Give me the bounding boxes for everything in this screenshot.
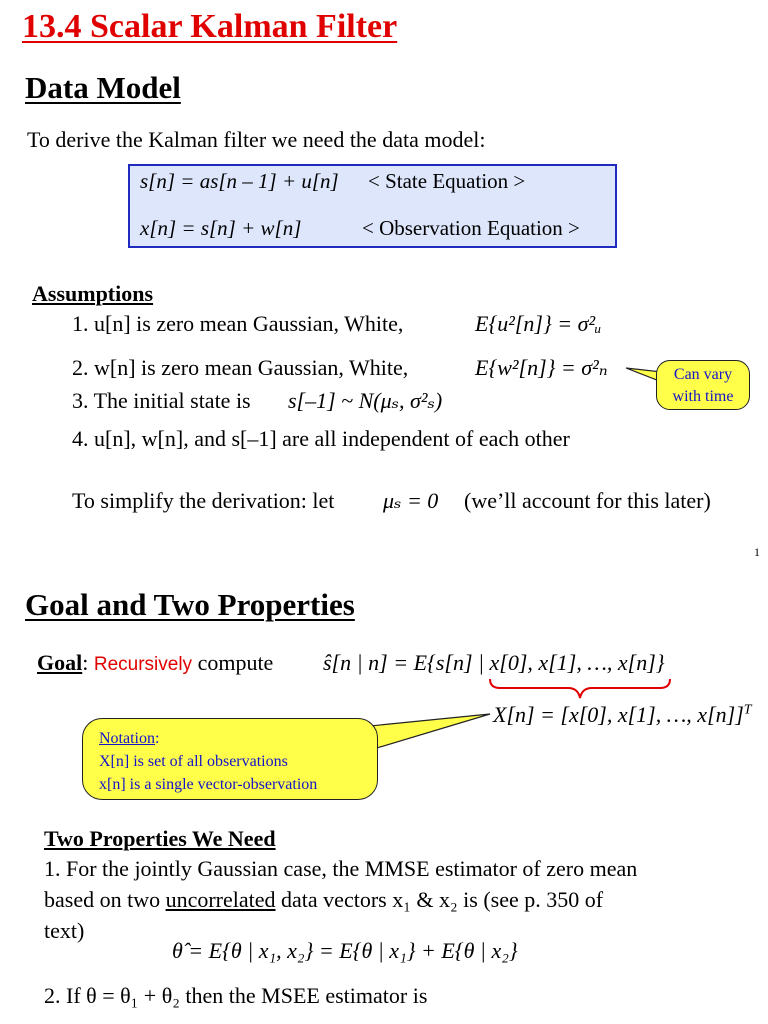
intro-text: To derive the Kalman filter we need the data model:: [27, 127, 486, 152]
simplify-equation: μₛ = 0: [383, 488, 439, 513]
goal-label: Goal: [37, 650, 83, 675]
brace-icon: [486, 676, 676, 702]
property-1-equation: θ̂ = E{θ | x₁, x₂} = E{θ | x₁} + E{θ | x₂}: [172, 938, 518, 963]
property-1-line-2-a: based on two: [44, 887, 161, 912]
goal-recursively: Recursively: [93, 654, 193, 675]
observation-equation-tag: < Observation Equation >: [362, 216, 580, 240]
callout-line-2: with time: [672, 388, 734, 405]
goal-line: [37, 650, 273, 676]
property-1-line-1: 1. For the jointly Gaussian case, the MMSE estimator of zero mean: [44, 856, 638, 881]
assumption-3-equation: s[–1] ~ N(μₛ, σ²ₛ): [288, 388, 443, 413]
two-properties-heading: Two Properties We Need: [44, 826, 276, 851]
simplify-note: (we’ll account for this later): [464, 488, 711, 513]
notation-colon: :: [155, 730, 160, 747]
goal-colon: :: [82, 650, 89, 675]
data-model-equation-box: [128, 164, 617, 248]
callout-line-1: Can vary: [673, 366, 733, 383]
property-1-uncorrelated: uncorrelated: [165, 887, 276, 912]
state-equation-tag: < State Equation >: [368, 169, 526, 193]
page-number: 1: [754, 545, 760, 559]
section-heading-goal: Goal and Two Properties: [25, 587, 355, 622]
state-equation: s[n] = as[n – 1] + u[n]: [140, 169, 339, 193]
assumption-3-text: 3. The initial state is: [72, 388, 251, 413]
assumptions-heading: Assumptions: [32, 281, 154, 306]
assumption-2-equation: E{w²[n]} = σ²ₙ: [475, 355, 608, 380]
X-equation-text: X[n] = [x[0], x[1], …, x[n]]: [493, 702, 744, 727]
assumption-1-equation: E{u²[n]} = σ²ᵤ: [475, 311, 602, 336]
section-heading-data-model: Data Model: [25, 70, 181, 105]
page-title: 13.4 Scalar Kalman Filter: [22, 8, 398, 45]
property-1-line-3: text): [44, 918, 85, 943]
assumption-1-text: 1. u[n] is zero mean Gaussian, White,: [72, 311, 404, 336]
notation-line-2: x[n] is a single vector-observation: [99, 776, 318, 793]
goal-equation: ŝ[n | n] = E{s[n] | x[0], x[1], …, x[n]}: [323, 650, 665, 675]
notation-heading-line: [99, 727, 377, 750]
property-1-line-2-b: data vectors x₁ & x₂ is (see p. 350 of: [281, 887, 604, 912]
property-2-text: 2. If θ = θ₁ + θ₂ then the MSEE estimator is: [44, 983, 428, 1008]
goal-compute-text: compute: [197, 650, 274, 675]
simplify-text: To simplify the derivation: let: [72, 488, 335, 513]
assumption-4-text: 4. u[n], w[n], and s[–1] are all independent of each other: [72, 426, 570, 451]
property-1-line-2: [44, 887, 603, 913]
callout-can-vary-with-time: [656, 360, 750, 410]
notation-heading: Notation: [99, 730, 155, 747]
X-transpose-sup: T: [743, 702, 752, 718]
observation-equation: x[n] = s[n] + w[n]: [140, 216, 302, 240]
X-definition-equation: [493, 702, 752, 728]
notation-line-1: X[n] is set of all observations: [99, 753, 288, 770]
notation-callout: [82, 718, 378, 800]
assumption-2-text: 2. w[n] is zero mean Gaussian, White,: [72, 355, 409, 380]
